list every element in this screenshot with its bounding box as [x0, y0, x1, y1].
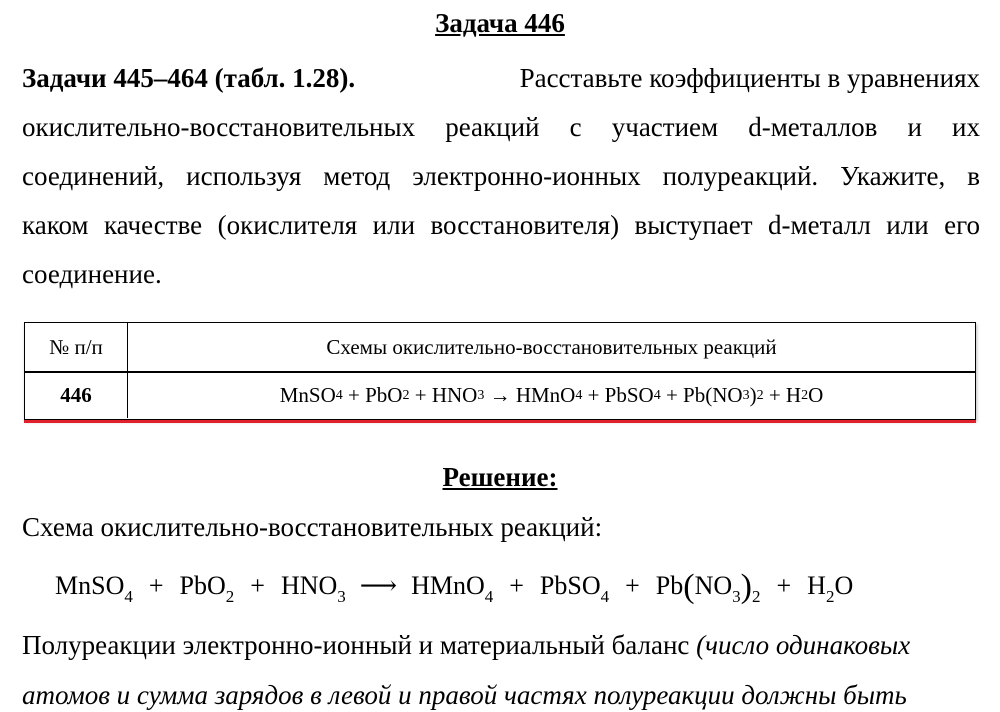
statement-line-4: каком качестве (окислителя или восстановителя) выступает d-металл или его — [22, 210, 980, 240]
subscript: 4 — [484, 587, 494, 606]
open-paren: ( — [683, 568, 695, 605]
formula-hmno4: HMnO — [515, 383, 576, 407]
formula-pb: Pb — [655, 571, 684, 600]
formula-hmno4: HMnO — [411, 571, 485, 600]
subscript: 2 — [756, 387, 764, 403]
long-arrow-icon: ⟶ — [359, 571, 398, 600]
reaction-arrow-icon: → — [489, 383, 511, 407]
solution-title: Решение: — [442, 462, 558, 492]
statement-bold-prefix: Задачи 445–464 (табл. 1.28). — [22, 63, 356, 93]
problem-title: Задача 446 — [435, 8, 565, 38]
subscript: 2 — [402, 387, 410, 403]
subscript: 3 — [337, 587, 346, 606]
formula-h2o-o: O — [834, 571, 854, 600]
table-header-number: № п/п — [25, 323, 128, 371]
subscript: 2 — [801, 387, 809, 403]
table-header-row — [25, 323, 975, 371]
subscript: 4 — [653, 387, 661, 403]
balance-continuation-line: атомов и сумма зарядов в левой и правой частях полуреакции должны быть — [22, 680, 907, 710]
plus-sign: + — [414, 383, 427, 407]
subscript: 2 — [825, 587, 835, 606]
formula-pbso4: PbSO — [539, 571, 601, 600]
table-row-number: 446 — [25, 373, 128, 418]
subscript: 3 — [477, 387, 485, 403]
plus-sign: + — [665, 383, 678, 407]
reaction-table — [24, 322, 976, 420]
red-divider — [24, 420, 976, 423]
formula-hno3: HNO — [280, 571, 338, 600]
subscript: 4 — [575, 387, 583, 403]
formula-pbo2: PbO — [365, 383, 403, 407]
table-header-scheme: Схемы окислительно-восстановительных реакций — [326, 334, 777, 359]
balance-italic-note: (число одинаковых — [696, 630, 911, 660]
formula-pbso4: PbSO — [604, 383, 654, 407]
plus-sign: + — [148, 571, 164, 600]
close-paren: ) — [749, 383, 757, 407]
subscript: 4 — [124, 587, 133, 606]
plus-sign: + — [587, 383, 600, 407]
balance-paragraph — [22, 628, 980, 662]
balance-text: Полуреакции электронно-ионный и материальный баланс — [22, 630, 690, 660]
close-paren: ) — [740, 568, 752, 605]
formula-mnso4: MnSO — [55, 571, 125, 600]
plus-sign: + — [250, 571, 265, 600]
subscript: 2 — [751, 587, 761, 606]
scheme-label: Схема окислительно-восстановительных реакций: — [22, 512, 603, 542]
subscript: 4 — [600, 587, 610, 606]
statement-line-3: соединений, используя метод электронно-ионных полуреакций. Укажите, в — [22, 161, 980, 191]
plus-sign: + — [348, 383, 360, 407]
subscript: 3 — [732, 587, 741, 606]
table-row-equation — [128, 373, 975, 418]
formula-pb-no3-2: Pb(NO — [683, 383, 743, 407]
statement-line-1-text: Расставьте коэффициенты в уравнениях — [519, 63, 980, 93]
formula-mnso4: MnSO — [279, 383, 336, 407]
formula-hno3: HNO — [431, 383, 478, 407]
problem-statement — [22, 54, 980, 299]
plus-sign: + — [776, 571, 792, 600]
subscript: 4 — [335, 387, 343, 403]
subscript: 3 — [742, 387, 750, 403]
formula-no3: NO — [694, 571, 733, 600]
plus-sign: + — [768, 383, 781, 407]
formula-h2o: H — [785, 383, 802, 407]
formula-h2o: H — [807, 571, 826, 600]
statement-line-5: соединение. — [22, 259, 162, 289]
formula-h2o-o: O — [808, 383, 824, 407]
plus-sign: + — [509, 571, 524, 600]
table-row — [25, 371, 975, 418]
subscript: 2 — [225, 587, 235, 606]
formula-pbo2: PbO — [179, 571, 226, 600]
statement-line-1 — [22, 54, 980, 103]
reaction-equation — [55, 566, 955, 617]
plus-sign: + — [625, 571, 640, 600]
statement-line-2: окислительно-восстановительных реакций с участием d-металлов и их — [22, 112, 980, 142]
